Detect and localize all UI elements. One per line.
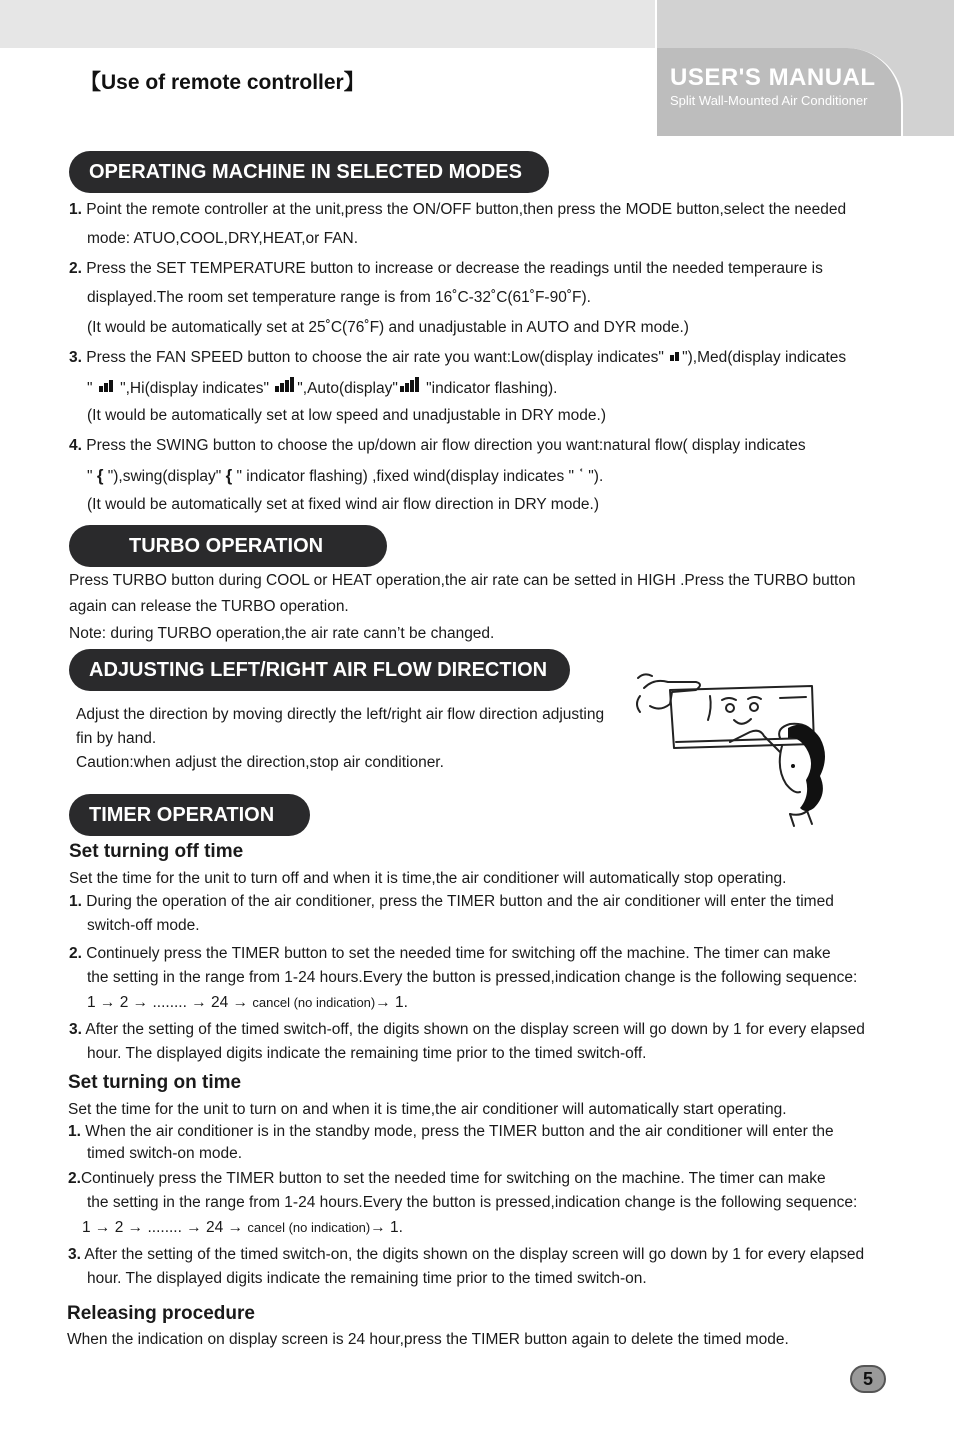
timer-off-item3-line1: 3. After the setting of the timed switch-off, the digits shown on the display screen will go down by 1 for every elapsed <box>69 1021 865 1038</box>
fan-low-icon <box>670 347 680 367</box>
modes-item4-line3: (It would be automatically set at fixed wind air flow direction in DRY mode.) <box>87 496 600 513</box>
manual-title: USER'S MANUAL <box>670 64 876 91</box>
turbo-line1: Press TURBO button during COOL or HEAT operation,the air rate can be setted in HIGH .Press the TURBO button <box>69 572 856 589</box>
timer-off-item2-line2: the setting in the range from 1-24 hours.Every the button is pressed,indication change is the following sequence: <box>87 969 858 986</box>
turbo-heading: TURBO OPERATION <box>69 525 387 567</box>
modes-item2-line1: 2. Press the SET TEMPERATURE button to increase or decrease the readings until the needed temperaure is <box>69 260 823 277</box>
timer-off-intro: Set the time for the unit to turn off and when it is time,the air conditioner will automatically stop operating. <box>69 870 787 887</box>
fan-med-icon <box>99 378 114 398</box>
timer-on-title: Set turning on time <box>68 1072 242 1093</box>
modes-item2-line3: (It would be automatically set at 25˚C(76˚F) and unadjustable in AUTO and DYR mode.) <box>87 319 689 336</box>
modes-item3-line1: 3. Press the FAN SPEED button to choose the air rate you want:Low(display indicates" "),Med(display indicates <box>69 349 847 366</box>
air-conditioner-illustration-icon <box>630 668 840 828</box>
timer-off-item2-line1: 2. Continuely press the TIMER button to set the needed time for switching off the machine. The timer can make <box>69 945 831 962</box>
fan-auto-icon <box>400 377 420 398</box>
airflow-line1: Adjust the direction by moving directly the left/right air flow direction adjusting <box>76 706 605 723</box>
timer-on-item2-line1: 2.Continuely press the TIMER button to set the needed time for switching on the machine. The timer can make <box>68 1170 826 1187</box>
turbo-line3: Note: during TURBO operation,the air rate cann’t be changed. <box>69 625 495 642</box>
modes-heading: OPERATING MACHINE IN SELECTED MODES <box>69 151 549 193</box>
timer-heading: TIMER OPERATION <box>69 794 310 836</box>
page-title: 【Use of remote controller】 <box>80 71 365 94</box>
timer-off-sequence: 1 → 2 → ........ → 24 → cancel (no indication)→ 1. <box>87 994 408 1011</box>
timer-on-sequence: 1 → 2 → ........ → 24 → cancel (no indication)→ 1. <box>82 1219 403 1236</box>
timer-on-item2-line2: the setting in the range from 1-24 hours.Every the button is pressed,indication change is the following sequence: <box>87 1194 858 1211</box>
timer-on-item1-line2: timed switch-on mode. <box>87 1145 243 1162</box>
page-number: 5 <box>850 1365 886 1393</box>
modes-item3-line3: (It would be automatically set at low speed and unadjustable in DRY mode.) <box>87 407 606 424</box>
timer-on-item3-line1: 3. After the setting of the timed switch-on, the digits shown on the display screen will go down by 1 for every elapsed <box>68 1246 865 1263</box>
release-title: Releasing procedure <box>67 1303 255 1324</box>
timer-on-item3-line2: hour. The displayed digits indicate the remaining time prior to the timed switch-on. <box>87 1270 647 1287</box>
swing-flash-icon: { <box>225 466 233 485</box>
modes-item3-line2: " ",Hi(display indicates" ",Auto(display" "indicator flashing). <box>87 377 557 399</box>
manual-subtitle: Split Wall-Mounted Air Conditioner <box>670 93 868 108</box>
swing-natural-icon: { <box>96 466 104 485</box>
timer-on-intro: Set the time for the unit to turn on and when it is time,the air conditioner will automatically start operating. <box>68 1101 787 1118</box>
modes-item4-line2: " { "),swing(display" { " indicator flashing) ,fixed wind(display indicates " ʿ "). <box>87 466 604 485</box>
timer-off-item3-line2: hour. The displayed digits indicate the remaining time prior to the timed switch-off. <box>87 1045 647 1062</box>
airflow-line3: Caution:when adjust the direction,stop air conditioner. <box>76 754 444 771</box>
fan-hi-icon <box>275 377 295 398</box>
airflow-heading: ADJUSTING LEFT/RIGHT AIR FLOW DIRECTION <box>69 649 570 691</box>
airflow-line2: fin by hand. <box>76 730 157 747</box>
timer-off-title: Set turning off time <box>69 841 244 862</box>
modes-item2-line2: displayed.The room set temperature range is from 16˚C-32˚C(61˚F-90˚F). <box>87 289 591 306</box>
release-text: When the indication on display screen is 24 hour,press the TIMER button again to delete the timed mode. <box>67 1331 789 1348</box>
timer-off-item1-line2: switch-off mode. <box>87 917 200 934</box>
turbo-line2: again can release the TURBO operation. <box>69 598 349 615</box>
manual-tab-inner <box>657 48 903 136</box>
timer-off-item1-line1: 1. During the operation of the air conditioner, press the TIMER button and the air conditioner will enter the timed <box>69 893 834 910</box>
modes-item1-line2: mode: ATUO,COOL,DRY,HEAT,or FAN. <box>87 230 359 247</box>
modes-item1-line1: 1. Point the remote controller at the unit,press the ON/OFF button,then press the MODE button,select the needed <box>69 201 847 218</box>
modes-item4-line1: 4. Press the SWING button to choose the up/down air flow direction you want:natural flow( display indicates <box>69 437 806 454</box>
timer-on-item1-line1: 1. When the air conditioner is in the standby mode, press the TIMER button and the air conditioner will enter the <box>68 1123 834 1140</box>
swing-fixed-icon: ʿ <box>578 466 584 485</box>
